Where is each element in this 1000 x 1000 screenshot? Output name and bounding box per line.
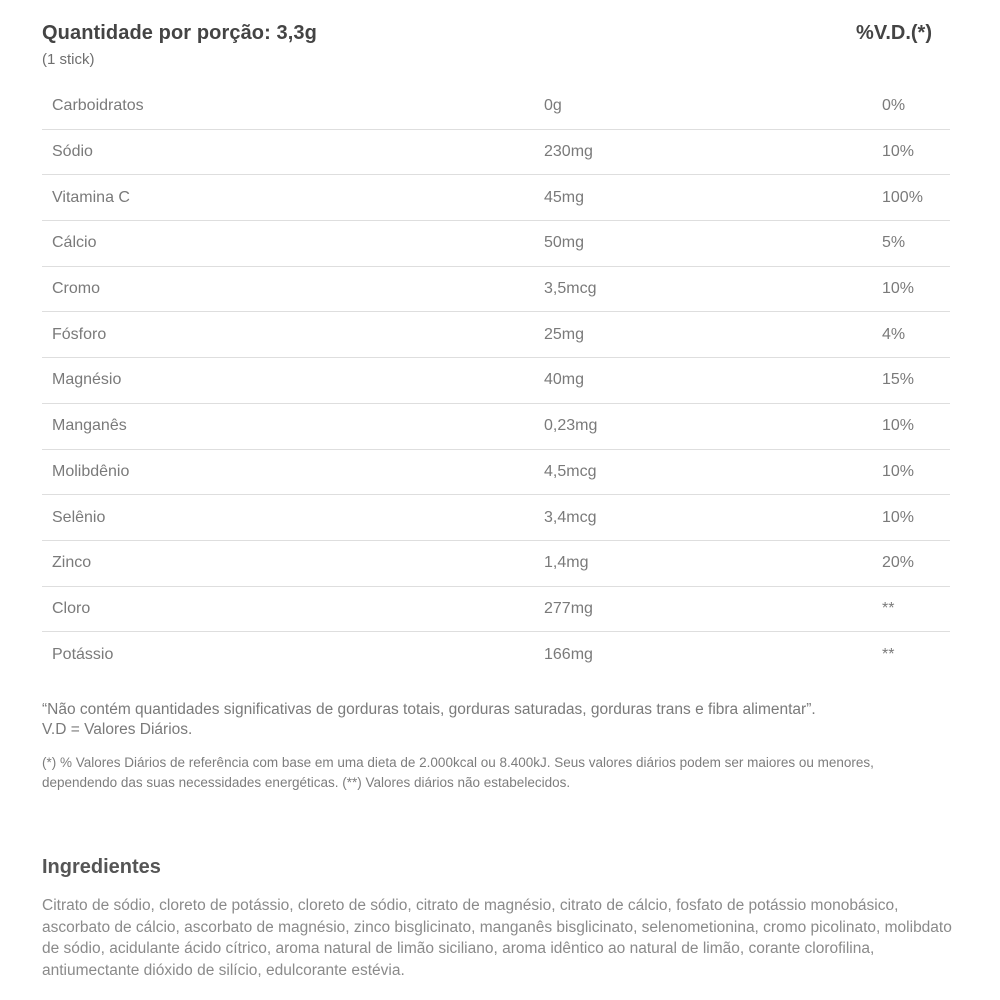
nutrient-name: Magnésio — [52, 371, 122, 389]
nutrient-row — [42, 267, 950, 313]
nutrient-amount: 3,5mcg — [544, 280, 597, 298]
nutrient-row — [42, 541, 950, 587]
serving-unit-subtitle: (1 stick) — [42, 51, 95, 68]
nutrition-notes — [42, 700, 952, 793]
significance-note — [42, 700, 952, 740]
nutrient-name: Carboidratos — [52, 97, 144, 115]
nutrient-row — [42, 84, 950, 130]
nutrient-row — [42, 404, 950, 450]
nutrient-amount: 25mg — [544, 325, 585, 343]
nutrient-amount: 3,4mcg — [544, 508, 597, 526]
serving-size-title: Quantidade por porção: 3,3g — [42, 22, 317, 44]
nutrient-amount: 0g — [544, 97, 562, 115]
ingredients-title: Ingredientes — [42, 856, 161, 878]
nutrient-name: Manganês — [52, 417, 127, 435]
serving-header — [42, 22, 932, 68]
nutrient-name: Molibdênio — [52, 462, 130, 480]
nutrient-daily-value: 100% — [882, 188, 923, 206]
nutrient-row — [42, 358, 950, 404]
nutrient-name: Fósforo — [52, 325, 107, 343]
nutrient-row — [42, 130, 950, 176]
nutrient-name: Cálcio — [52, 234, 97, 252]
nutrient-amount: 45mg — [544, 188, 585, 206]
nutrient-row — [42, 221, 950, 267]
nutrient-amount: 4,5mcg — [544, 462, 597, 480]
nutrient-amount: 50mg — [544, 234, 585, 252]
ingredients-section — [42, 856, 957, 981]
nutrient-amount: 166mg — [544, 646, 593, 664]
nutrient-name: Potássio — [52, 646, 114, 664]
nutrient-name: Vitamina C — [52, 188, 130, 206]
nutrient-daily-value: 5% — [882, 234, 906, 252]
nutrient-name: Cloro — [52, 599, 91, 617]
nutrient-row — [42, 495, 950, 541]
nutrient-amount: 277mg — [544, 599, 593, 617]
nutrient-row — [42, 175, 950, 221]
significance-note-line: “Não contém quantidades significativas de gorduras totais, gorduras saturadas, gorduras trans e fibra alimentar”. — [42, 701, 816, 718]
nutrient-row — [42, 587, 950, 633]
nutrient-name: Zinco — [52, 554, 92, 572]
nutrient-amount: 1,4mg — [544, 554, 589, 572]
vd-definition-line: V.D = Valores Diários. — [42, 721, 193, 738]
nutrient-name: Sódio — [52, 143, 93, 161]
nutrient-name: Cromo — [52, 280, 101, 298]
nutrient-daily-value: 20% — [882, 554, 915, 572]
ingredients-text: Citrato de sódio, cloreto de potássio, cloreto de sódio, citrato de magnésio, citrato de cálcio, fosfato de potássio monobásico, ascorbato de cálcio, ascorbato de magnésio, zinco bisglicinato, manganês bisglicinato, selenometionina, cromo picolinato, molibdato de sódio, acidulante ácido cítrico, aroma natural de limão siciliano, aroma idêntico ao natural de limão, corante clorofilina, antiumectante dióxido de silício, edulcorante estévia. — [42, 897, 952, 979]
daily-value-header: %V.D.(*) — [856, 22, 932, 44]
nutrient-daily-value: 0% — [882, 97, 906, 115]
nutrient-daily-value: 10% — [882, 280, 915, 298]
nutrient-daily-value: 10% — [882, 462, 915, 480]
nutrient-daily-value: 4% — [882, 325, 906, 343]
nutrient-row — [42, 632, 950, 678]
nutrient-row — [42, 450, 950, 496]
nutrient-name: Selênio — [52, 508, 106, 526]
nutrient-amount: 230mg — [544, 143, 593, 161]
nutrient-daily-value: 10% — [882, 417, 915, 435]
nutrient-amount: 0,23mg — [544, 417, 598, 435]
nutrient-daily-value: 10% — [882, 143, 915, 161]
nutrient-daily-value: 15% — [882, 371, 915, 389]
nutrition-table — [42, 84, 950, 678]
nutrient-daily-value: 10% — [882, 508, 915, 526]
daily-value-footnote: (*) % Valores Diários de referência com base em uma dieta de 2.000kcal ou 8.400kJ. Seus valores diários podem ser maiores ou menores, dependendo das suas necessidades energéticas. (**) Valores diários não estabelecidos. — [42, 755, 874, 790]
nutrient-row — [42, 312, 950, 358]
nutrient-amount: 40mg — [544, 371, 585, 389]
nutrient-daily-value: ** — [882, 599, 895, 617]
nutrient-daily-value: ** — [882, 646, 895, 664]
